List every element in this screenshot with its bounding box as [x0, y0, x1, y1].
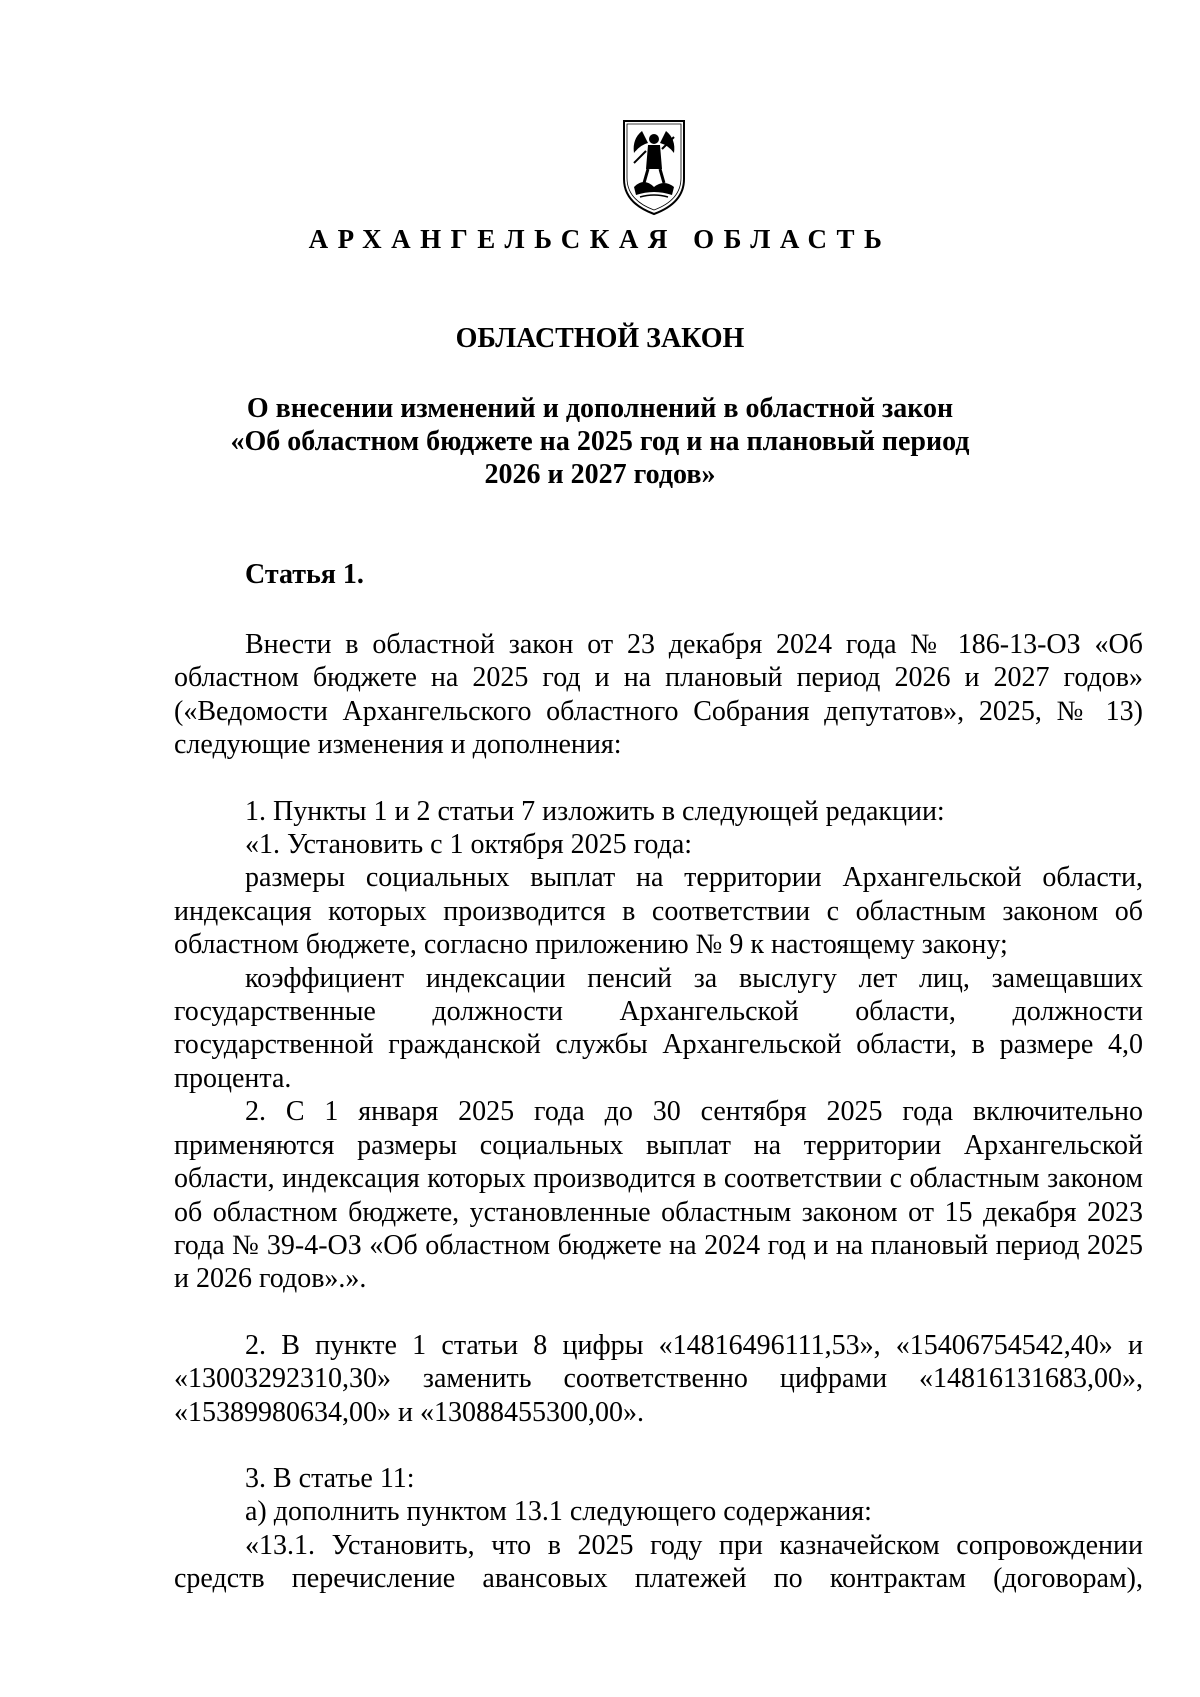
paragraph-item1-quote1: «1. Установить с 1 октября 2025 года:: [245, 829, 693, 861]
document-type: ОБЛАСТНОЙ ЗАКОН: [455, 323, 745, 354]
paragraph-intro: Внести в областной закон от 23 декабря 2024 года № 186-13-ОЗ «Об областном бюджете на 2025 год и на плановый период 2026 и 2027 годов» («Ведомости Архангельского областного Собрания депутатов», 2025, № 13) следующие изменения и дополнения:: [174, 629, 1143, 761]
paragraph-item2: 2. В пункте 1 статьи 8 цифры «14816496111,53», «15406754542,40» и «13003292310,30» заменить соответственно цифрами «14816131683,00», «15389980634,00» и «13088455300,00».: [174, 1329, 1143, 1428]
paragraph-item3: 3. В статье 11:: [245, 1462, 415, 1494]
title-line: О внесении изменений и дополнений в областной закон: [246, 393, 954, 424]
title-line: «Об областном бюджете на 2025 год и на плановый период: [230, 426, 970, 457]
document-title: [180, 392, 1020, 491]
paragraph-item3a: а) дополнить пунктом 13.1 следующего содержания:: [245, 1496, 872, 1528]
paragraph-item3a-quote: «13.1. Установить, что в 2025 году при казначейском сопровождении средств перечисление авансовых платежей по контрактам (договорам),: [174, 1529, 1143, 1595]
paragraph-item1-quote2: 2. С 1 января 2025 года до 30 сентября 2025 года включительно применяются размеры социальных выплат на территории Архангельской области, индексация которых производится в соответствии с областным законом об областном бюджете, установленные областным законом от 15 декабря 2023 года № 39-4-ОЗ «Об областном бюджете на 2024 год и на плановый период 2025 и 2026 годов».».: [174, 1096, 1143, 1295]
title-line: 2026 и 2027 годов»: [484, 459, 716, 490]
paragraph-item1-quote1b: коэффициент индексации пенсий за выслугу лет лиц, замещавших государственные должности Архангельской области, должности государственной гражданской службы Архангельской области, в размере 4,0 процента.: [174, 962, 1143, 1094]
article-heading: Статья 1.: [245, 559, 364, 590]
coat-of-arms-icon: [620, 117, 688, 217]
paragraph-item1-quote1a: размеры социальных выплат на территории Архангельской области, индексация которых производится в соответствии с областным законом об областном бюджете, согласно приложению № 9 к настоящему закону;: [174, 862, 1143, 961]
paragraph-item1: 1. Пункты 1 и 2 статьи 7 изложить в следующей редакции:: [245, 795, 945, 827]
article-body: [174, 628, 1143, 1596]
region-name: АРХАНГЕЛЬСКАЯ ОБЛАСТЬ: [308, 224, 892, 254]
